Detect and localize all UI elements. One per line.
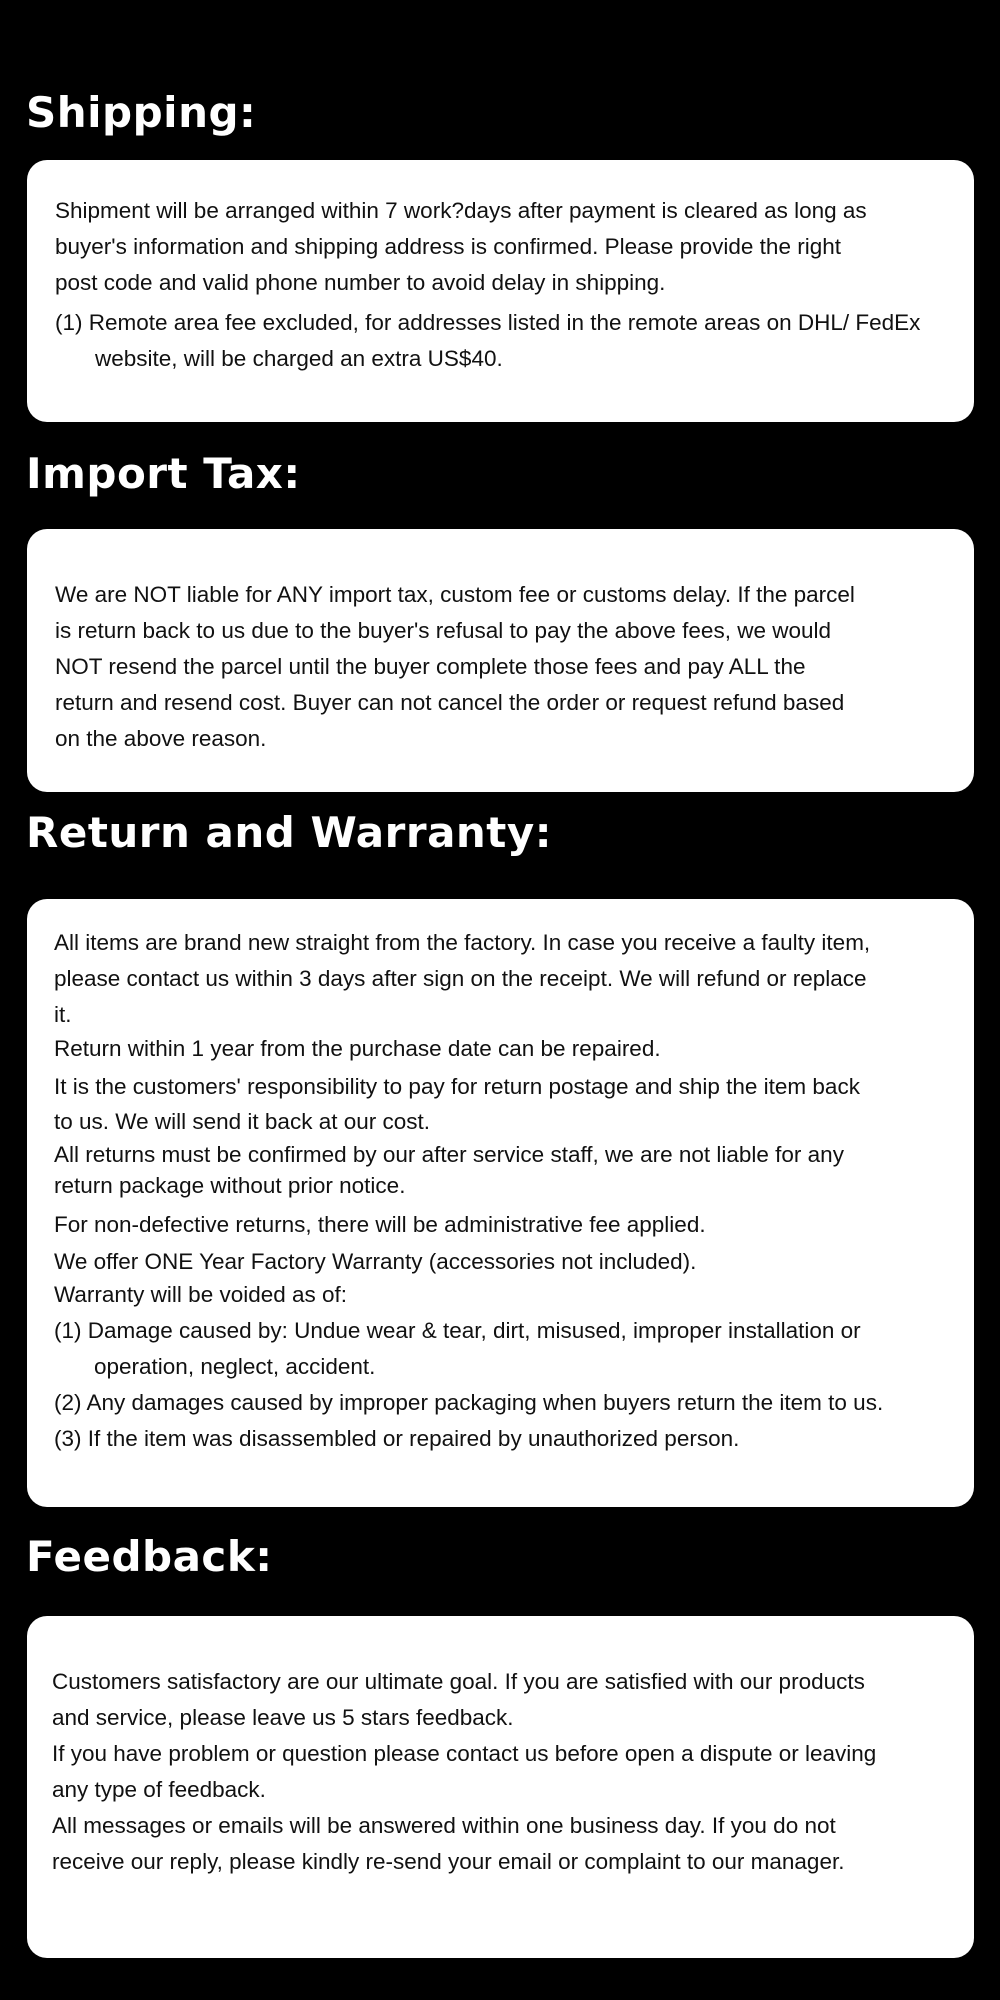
warranty-void-item-3: (3) If the item was disassembled or repaired by unauthorized person. <box>54 1426 740 1451</box>
shipping-heading: Shipping: <box>26 88 257 137</box>
shipping-card <box>27 160 974 422</box>
feedback-paragraph-contact: If you have problem or question please contact us before open a dispute or leaving any type of feedback. <box>52 1741 877 1802</box>
shipping-paragraph: Shipment will be arranged within 7 work?days after payment is cleared as long as buyer's information and shipping address is confirmed. Please provide the right post code and valid phone number to avoid delay in shipping. <box>55 198 867 295</box>
import-tax-card <box>27 529 974 792</box>
warranty-void-item-1: (1) Damage caused by: Undue wear & tear, dirt, misused, improper installation or operation, neglect, accident. <box>54 1318 861 1379</box>
return-warranty-card <box>27 899 974 1507</box>
import-tax-heading: Import Tax: <box>26 449 301 498</box>
return-paragraph-faulty: All items are brand new straight from the factory. In case you receive a faulty item, please contact us within 3 days after sign on the receipt. We will refund or replace it. <box>54 930 871 1027</box>
return-warranty-heading: Return and Warranty: <box>26 808 553 857</box>
import-tax-paragraph: We are NOT liable for ANY import tax, custom fee or customs delay. If the parcel is return back to us due to the buyer's refusal to pay the above fees, we would NOT resend the parcel until the buyer complete those fees and pay ALL the return and resend cost. Buyer can not cancel the order or request refund based on the above reason. <box>55 582 855 751</box>
feedback-paragraph-response: All messages or emails will be answered within one business day. If you do not receive our reply, please kindly re-send your email or complaint to our manager. <box>52 1813 845 1874</box>
return-paragraph-repair: Return within 1 year from the purchase date can be repaired. <box>54 1036 661 1061</box>
return-paragraph-fee: For non-defective returns, there will be administrative fee applied. <box>54 1212 706 1237</box>
shipping-remote-fee-item: (1) Remote area fee excluded, for addresses listed in the remote areas on DHL/ FedEx website, will be charged an extra US$40. <box>55 310 921 371</box>
return-paragraph-postage: It is the customers' responsibility to pay for return postage and ship the item back to us. We will send it back at our cost. <box>54 1074 860 1134</box>
feedback-card <box>27 1616 974 1958</box>
feedback-paragraph-goal: Customers satisfactory are our ultimate goal. If you are satisfied with our products and service, please leave us 5 stars feedback. <box>52 1669 865 1730</box>
feedback-heading: Feedback: <box>26 1532 273 1581</box>
return-paragraph-voided: Warranty will be voided as of: <box>54 1282 348 1307</box>
return-paragraph-warranty-offer: We offer ONE Year Factory Warranty (accessories not included). <box>54 1249 697 1274</box>
return-paragraph-confirmation: All returns must be confirmed by our after service staff, we are not liable for any return package without prior notice. <box>54 1142 844 1198</box>
warranty-void-item-2: (2) Any damages caused by improper packaging when buyers return the item to us. <box>54 1390 884 1415</box>
